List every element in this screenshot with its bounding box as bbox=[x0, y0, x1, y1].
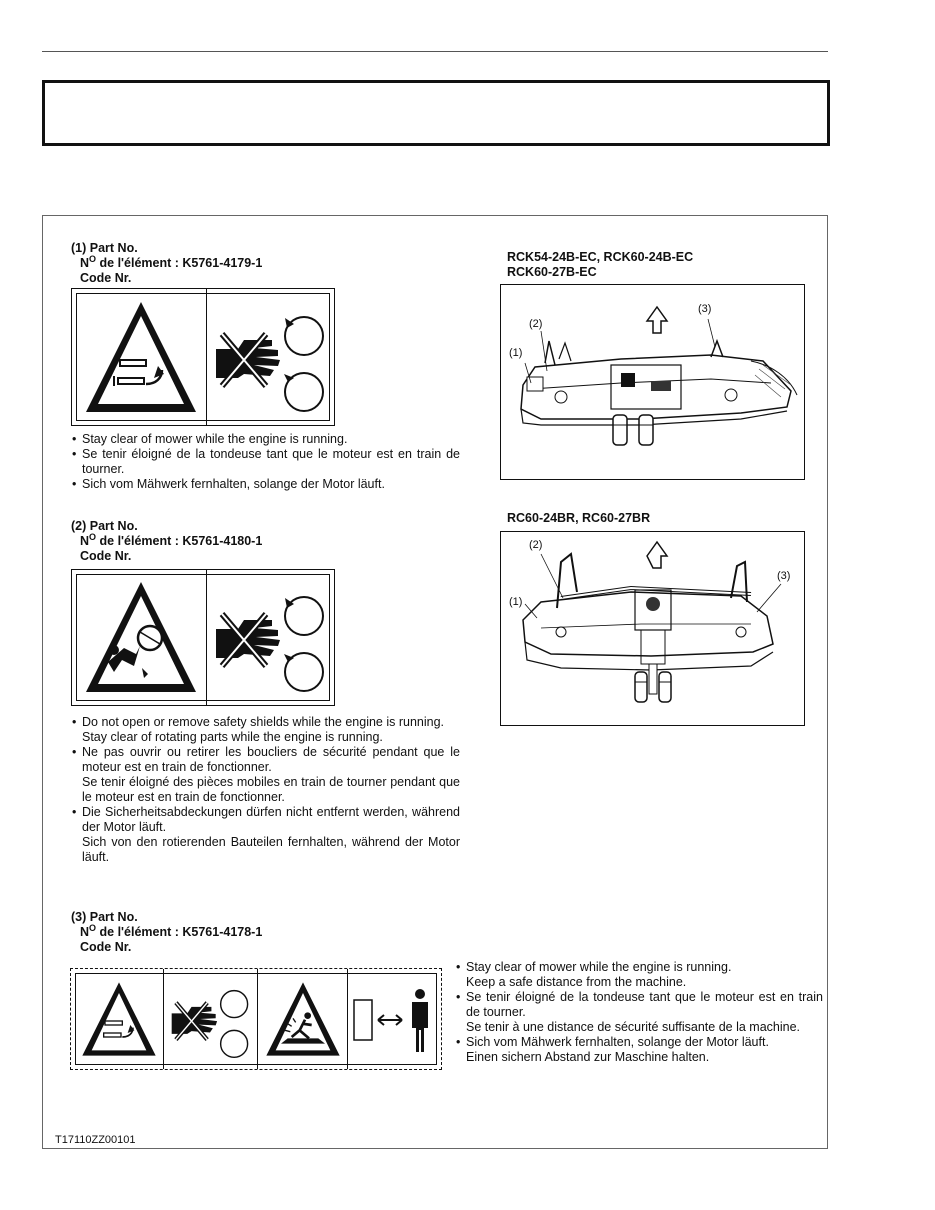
keep-distance-icon bbox=[350, 974, 438, 1064]
part2-heading: (2) Part No. bbox=[71, 519, 138, 533]
image-code: T17110ZZ00101 bbox=[55, 1134, 136, 1146]
figure2-callout-3: (3) bbox=[777, 570, 791, 582]
part1-bullet-fr: • Se tenir éloigné de la tondeuse tant que le moteur est en train de tourner. bbox=[71, 447, 460, 477]
keep-hands-clear-icon bbox=[166, 974, 254, 1064]
part2-fr-text: de l'élément : K5761-4180-1 bbox=[96, 534, 263, 548]
part1-text bbox=[71, 432, 460, 492]
part3-bullets bbox=[455, 960, 823, 1065]
figure1-callout-2: (2) bbox=[529, 318, 543, 330]
mower-deck-drawing bbox=[501, 285, 804, 479]
figure1-title-line1: RCK54-24B-EC, RCK60-24B-EC bbox=[507, 250, 694, 264]
part1-fr-prefix: N bbox=[80, 256, 90, 270]
top-rule bbox=[42, 51, 828, 52]
decal-part3 bbox=[70, 968, 442, 1070]
figure2-title: RC60-24BR, RC60-27BR bbox=[507, 511, 651, 525]
figure1-callout-1: (1) bbox=[509, 347, 523, 359]
part1-bullet-de: • Sich vom Mähwerk fernhalten, solange der Motor läuft. bbox=[71, 477, 460, 492]
part2-bullet-fr: • Ne pas ouvrir ou retirer les boucliers de sécurité pendant que le moteur est en train de fonctionner. Se tenir éloigné des pièces mobiles en train de tourner pendant que le moteur est en train de fonctionner. bbox=[71, 745, 460, 805]
part1-bullet-en: • Stay clear of mower while the engine is running. bbox=[71, 432, 460, 447]
decal-part1 bbox=[71, 288, 335, 426]
part2-text bbox=[71, 715, 460, 865]
part2-bullets bbox=[71, 715, 460, 865]
figure1-mower-diagram bbox=[500, 284, 805, 480]
figure1-title bbox=[507, 250, 693, 280]
part3-text bbox=[455, 960, 823, 1065]
part1-fr-label bbox=[71, 253, 263, 271]
part1-heading: (1) Part No. bbox=[71, 241, 138, 255]
warning-triangle-icon bbox=[78, 294, 204, 420]
part1-fr-text: de l'élément : K5761-4179-1 bbox=[96, 256, 263, 270]
part2-fr-prefix: N bbox=[80, 534, 90, 548]
part1-de-label: Code Nr. bbox=[80, 271, 132, 285]
warning-thrown-objects-icon bbox=[261, 974, 345, 1064]
figure2-callout-1: (1) bbox=[509, 596, 523, 608]
part3-heading-block bbox=[71, 910, 262, 955]
part3-bullet-en: • Stay clear of mower while the engine is running. Keep a safe distance from the machine. bbox=[455, 960, 823, 990]
warning-triangle-entanglement-icon bbox=[78, 574, 204, 700]
keep-hands-clear-icon bbox=[208, 574, 332, 700]
figure1-callout-3: (3) bbox=[698, 303, 712, 315]
warning-triangle-icon bbox=[77, 974, 161, 1064]
part3-fr-label bbox=[71, 922, 263, 940]
part2-de-label: Code Nr. bbox=[80, 549, 132, 563]
part1-fr-sup: O bbox=[89, 253, 97, 264]
part3-de-label: Code Nr. bbox=[80, 940, 132, 954]
mower-deck-drawing bbox=[501, 532, 804, 725]
figure1-title-line2: RCK60-27B-EC bbox=[507, 265, 597, 279]
part1-heading-block bbox=[71, 241, 262, 286]
part3-fr-sup: O bbox=[89, 922, 97, 933]
page-title-box bbox=[42, 80, 830, 146]
part3-bullet-fr: • Se tenir éloigné de la tondeuse tant que le moteur est en train de tourner. Se tenir à une distance de sécurité suffisante de la machine. bbox=[455, 990, 823, 1035]
keep-hands-clear-icon bbox=[208, 294, 332, 420]
figure2-callout-2: (2) bbox=[529, 539, 543, 551]
part3-heading: (3) Part No. bbox=[71, 910, 138, 924]
part3-bullet-de: • Sich vom Mähwerk fernhalten, solange der Motor läuft. Einen sichern Abstand zur Maschine halten. bbox=[455, 1035, 823, 1065]
decal-part2 bbox=[71, 569, 335, 706]
part3-fr-prefix: N bbox=[80, 925, 90, 939]
part2-heading-block bbox=[71, 519, 262, 564]
part1-bullets bbox=[71, 432, 460, 492]
part2-fr-sup: O bbox=[89, 531, 97, 542]
part3-fr-text: de l'élément : K5761-4178-1 bbox=[96, 925, 263, 939]
part2-bullet-de: • Die Sicherheitsabdeckungen dürfen nicht entfernt werden, während der Motor läuft. Sich von den rotierenden Bauteilen fernhalten, während der Motor läuft. bbox=[71, 805, 460, 865]
figure2-mower-diagram bbox=[500, 531, 805, 726]
part2-fr-label bbox=[71, 531, 263, 549]
part2-bullet-en: • Do not open or remove safety shields while the engine is running. Stay clear of rotating parts while the engine is running. bbox=[71, 715, 460, 745]
